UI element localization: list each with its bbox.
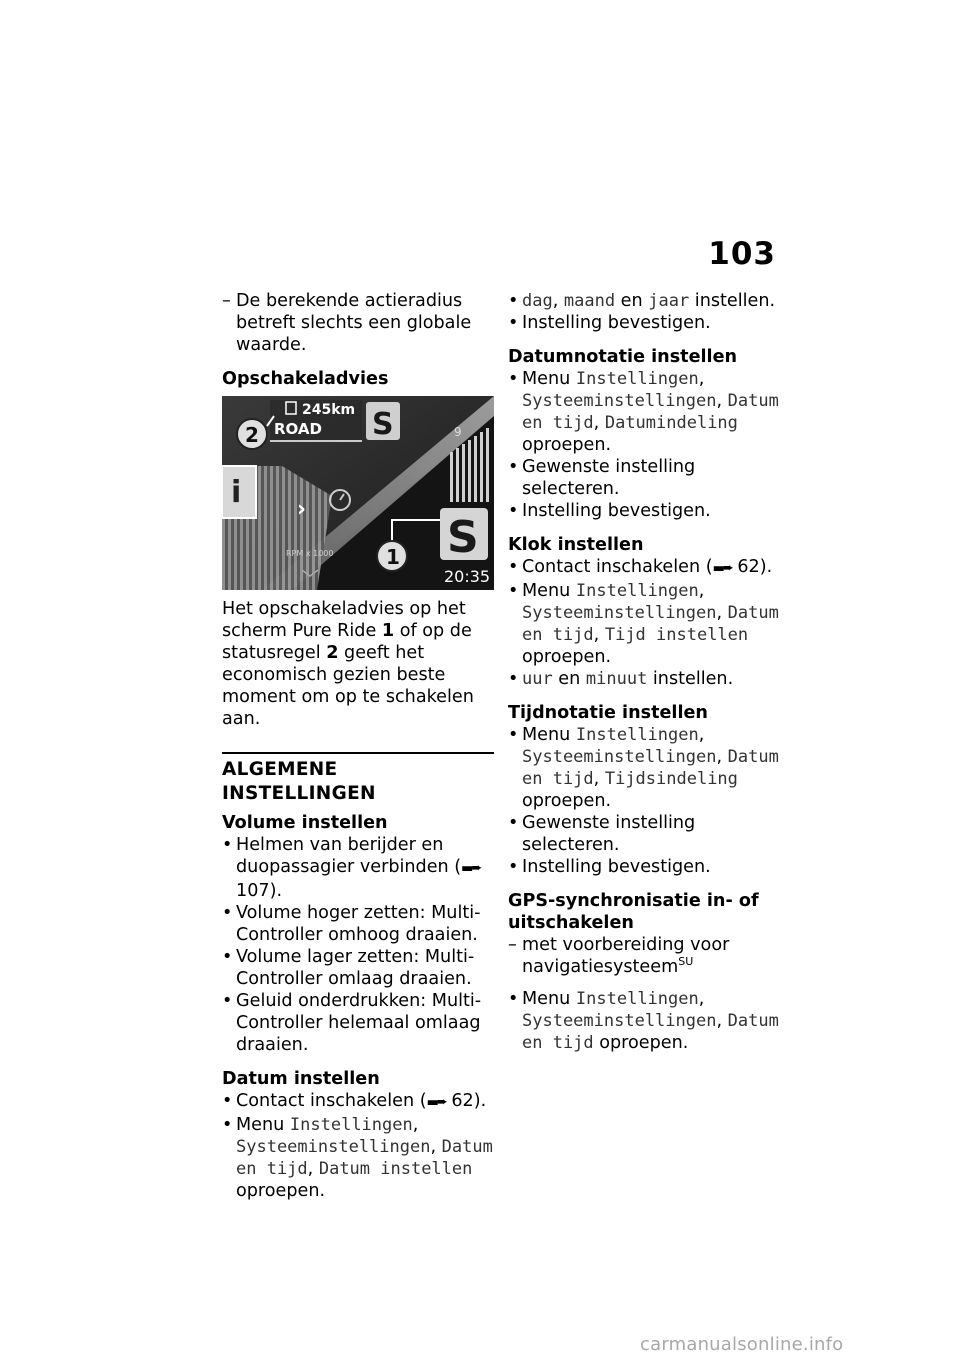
bullet-icon: • (508, 457, 519, 477)
su-superscript: SU (678, 955, 694, 969)
gear-indicator-large: S (447, 512, 479, 563)
list-item: • Menu Instellingen, Systeeminstellingen, Datum en tijd, Datum instellen oproepen. (222, 1115, 493, 1201)
bullet-icon: • (508, 501, 519, 521)
list-item: • Menu Instellingen, Systeeminstellingen, Datum en tijd oproepen. (508, 989, 779, 1053)
list-item: • Contact inschakelen (▬➨ 62). (508, 557, 773, 577)
bullet-icon: • (508, 989, 519, 1009)
chevron-right-icon: › (297, 497, 307, 522)
list-item: • Instelling bevestigen. (508, 501, 711, 521)
bullet-icon: • (508, 581, 519, 601)
heading-gps-synchronisatie: GPS-synchronisatie in- of uitschakelen (508, 891, 759, 933)
bullet-icon: • (222, 835, 233, 855)
dashboard-figure (222, 396, 494, 590)
bullet-icon: • (508, 557, 519, 577)
dash-marker: – (222, 291, 231, 311)
list-item: • Menu Instellingen, Systeeminstellingen, Datum en tijd, Datumindeling oproepen. (508, 369, 779, 455)
heading-tijdnotatie-instellen: Tijdnotatie instellen (508, 703, 708, 723)
watermark: carmanualsonline.info (640, 1334, 844, 1355)
dash-item-navigatie: – met voorbereiding voor navigatiesysteem$^{SU}$ (508, 935, 730, 977)
heading-klok-instellen: Klok instellen (508, 535, 644, 555)
list-item: • uur en minuut instellen. (508, 669, 734, 689)
page-reference-arrow-icon: ▬➨ (426, 1095, 446, 1110)
bullet-icon: • (508, 313, 519, 333)
heading-datum-instellen: Datum instellen (222, 1069, 380, 1089)
clock-display: 20:35 (444, 567, 491, 586)
list-item: • Volume hoger zetten: Multi-Controller omhoog draaien. (222, 903, 481, 945)
list-item: • Helmen van berijder en duopassagier verbinden (▬➨ 107). (222, 835, 481, 901)
bullet-icon: • (508, 813, 519, 833)
heading-volume-instellen: Volume instellen (222, 813, 388, 833)
list-item: • Instelling bevestigen. (508, 857, 711, 877)
list-item: • Instelling bevestigen. (508, 313, 711, 333)
list-item: • Menu Instellingen, Systeeminstellingen, Datum en tijd, Tijdsindeling oproepen. (508, 725, 779, 811)
paragraph-opschakeladvies: Het opschakeladvies op het scherm Pure Ride 1 of op de statusregel 2 geeft het economisch gezien beste moment om op te schakelen aan. (222, 599, 474, 729)
page-reference-arrow-icon: ▬➨ (712, 561, 732, 576)
callout-1: 1 (386, 545, 400, 569)
bullet-icon: • (222, 1091, 233, 1111)
bullet-icon: • (508, 857, 519, 877)
range-value: 245km (302, 402, 356, 418)
dash-marker: – (508, 935, 517, 955)
rpm-unit-label: RPM x 1000 (286, 549, 334, 558)
right-column (508, 290, 780, 1054)
heading-datumnotatie-instellen: Datumnotatie instellen (508, 347, 738, 367)
gear-indicator-small: S (372, 407, 394, 442)
bullet-icon: • (508, 669, 519, 689)
riding-mode: ROAD (274, 420, 322, 438)
bullet-icon: • (508, 725, 519, 745)
rpm-tick-label: 9 (454, 425, 462, 439)
page-reference-arrow-icon: ▬➨ (461, 861, 481, 876)
left-column (222, 290, 494, 1202)
bullet-icon: • (222, 991, 233, 1011)
bullet-icon: • (508, 369, 519, 389)
list-item: • Volume lager zetten: Multi-Controller omlaag draaien. (222, 947, 475, 989)
dash-item-actieradius: – De berekende actieradius betreft slechts een globale waarde. (222, 291, 472, 355)
list-item: • Geluid onderdrukken: Multi-Controller helemaal omlaag draaien. (222, 991, 482, 1055)
bullet-icon: • (222, 1115, 233, 1135)
heading-opschakeladvies: Opschakeladvies (222, 369, 389, 389)
callout-2: 2 (245, 423, 259, 447)
info-icon: i (231, 475, 242, 510)
list-item: • Gewenste instelling selecteren. (508, 457, 696, 499)
list-item: • Menu Instellingen, Systeeminstellingen, Datum en tijd, Tijd instellen oproepen. (508, 581, 779, 667)
list-item: • Gewenste instelling selecteren. (508, 813, 696, 855)
bullet-icon: • (222, 903, 233, 923)
bullet-icon: • (222, 947, 233, 967)
section-title-algemene-instellingen: ALGEMENE INSTELLINGEN (222, 752, 494, 806)
list-item: • Contact inschakelen (▬➨ 62). (222, 1091, 487, 1111)
bullet-icon: • (508, 291, 519, 311)
list-item: • dag, maand en jaar instellen. (508, 291, 776, 311)
page-number: 103 (708, 236, 776, 272)
